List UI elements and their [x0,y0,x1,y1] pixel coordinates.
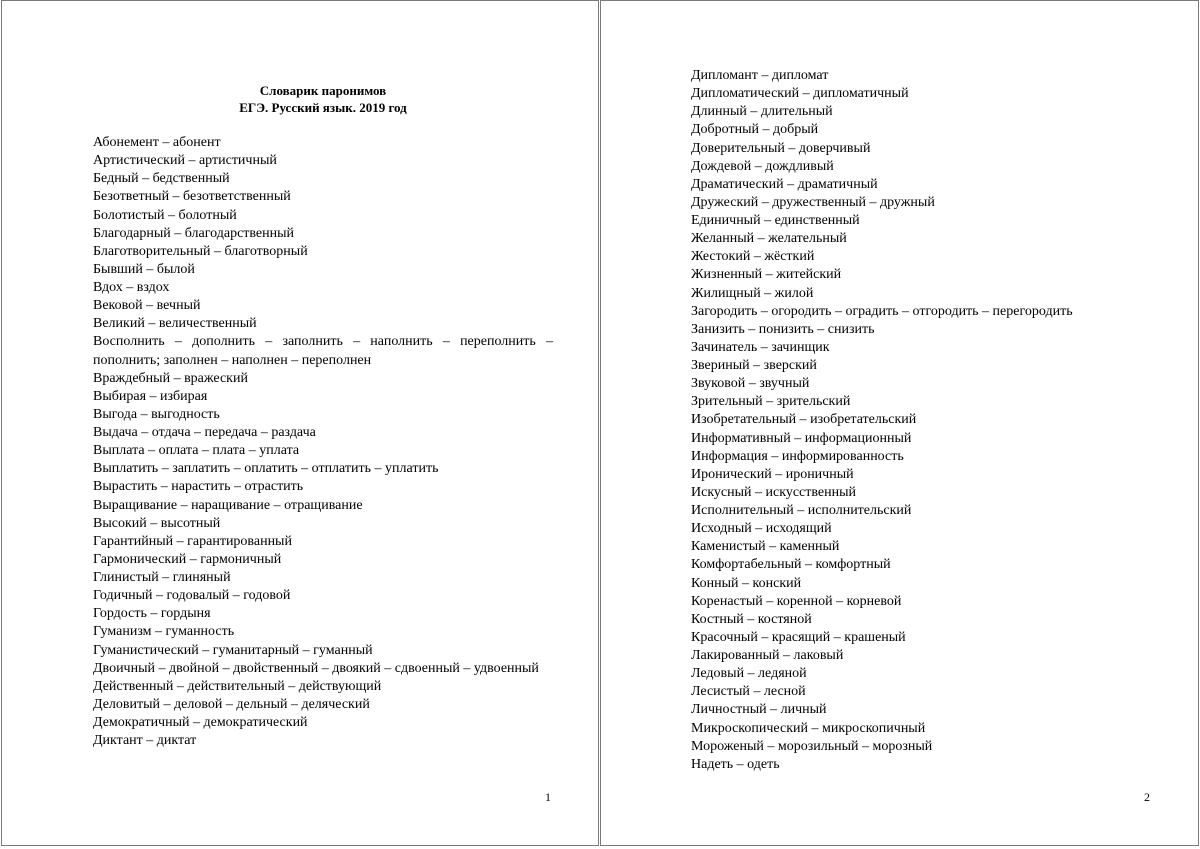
paronym-entry: Абонемент – абонент [93,135,221,150]
paronym-entry: Жилищный – жилой [691,285,814,301]
paronym-entry: Выплатить – заплатить – оплатить – отплатить – уплатить [93,461,439,477]
paronym-entry: Годичный – годовалый – годовой [93,588,291,604]
paronym-entry: Личностный – личный [691,702,827,718]
paronym-entry: Иронический – ироничный [691,466,854,482]
paronym-entry: Зачинатель – зачинщик [691,339,830,355]
page-number: 2 [1144,790,1150,804]
paronym-entry: Выплата – оплата – плата – уплата [93,443,300,459]
paronym-entry: Глинистый – глиняный [93,570,231,585]
paronym-entry: Дипломант – дипломат [691,68,829,83]
paronym-entry: Гордость – гордыня [93,606,211,622]
paronym-entry: Гуманизм – гуманность [93,624,235,640]
paronym-entry: Ледовый – ледяной [691,666,807,682]
paronym-entry: Выбирая – избирая [93,388,208,404]
paronym-entry: Выращивание – наращивание – отращивание [93,497,363,513]
paronym-entry: Длинный – длительный [691,104,833,120]
paronym-entry: Жестокий – жёсткий [691,249,815,265]
paronym-entry: Демократичный – демократический [93,715,308,730]
paronym-entry: Вековой – вечный [93,298,201,314]
paronym-entry: Благодарный – благодарственный [93,225,295,241]
document-title [93,82,553,116]
paronym-entry: Добротный – добрый [691,122,819,138]
page-1 [1,0,599,846]
paronym-entry: Безответный – безответственный [93,189,291,205]
paronym-entry: Конный – конский [691,575,802,591]
paronym-entry: Зрительный – зрительский [691,394,851,410]
paronym-entry: Коренастый – коренной – корневой [691,593,902,609]
paronym-entry: Комфортабельный – комфортный [691,557,891,573]
paronym-entry: Благотворительный – благотворный [93,243,308,259]
paronym-entry: Единичный – единственный [691,213,860,228]
paronym-entry: Исходный – исходящий [691,521,832,537]
paronym-entry: Жизненный – житейский [691,267,842,283]
paronym-entry: Двоичный – двойной – двойственный – двоякий – сдвоенный – удвоенный [93,660,539,676]
paronym-entry: Выдача – отдача – передача – раздача [93,425,316,440]
paronym-entry: Лакированный – лаковый [691,648,844,663]
paronym-list-page-1 [93,134,553,750]
page-2 [600,0,1199,846]
paronym-entry: Костный – костяной [691,611,812,627]
paronym-entry: Желанный – желательный [691,231,847,247]
paronym-entry: Загородить – огородить – оградить – отгородить – перегородить [691,303,1073,319]
paronym-entry: Звуковой – звучный [691,376,810,392]
paronym-entry: Выгода – выгодность [93,406,220,422]
paronym-entry: Деловитый – деловой – дельный – деляческий [93,696,370,712]
paronym-entry: Надеть – одеть [691,756,780,772]
paronym-entry: Мороженый – морозильный – морозный [691,738,933,754]
paronym-entry: Занизить – понизить – снизить [691,321,875,337]
paronym-entry: Гуманистический – гуманитарный – гуманный [93,642,373,658]
paronym-entry: Враждебный – вражеский [93,370,248,386]
paronym-entry: Драматический – драматичный [691,176,878,192]
title-line-2: ЕГЭ. Русский язык. 2019 год [239,100,407,115]
paronym-entry: Болотистый – болотный [93,207,237,223]
paronym-entry: Высокий – высотный [93,515,221,531]
paronym-entry: Лесистый – лесной [691,684,806,700]
paronym-entry: Гарантийный – гарантированный [93,533,292,549]
paronym-entry: Бедный – бедственный [93,171,230,187]
paronym-entry: Артистический – артистичный [93,153,277,169]
paronym-entry: Доверительный – доверчивый [691,140,871,156]
paronym-entry: Искусный – искусственный [691,484,857,500]
paronym-entry: Вырастить – нарастить – отрастить [93,479,304,495]
paronym-entry: Гармонический – гармоничный [93,551,282,567]
paronym-entry: Каменистый – каменный [691,539,840,555]
paronym-entry: Великий – величественный [93,316,257,332]
paronym-entry: Информативный – информационный [691,430,912,446]
paronym-entry: Изобретательный – изобретательский [691,412,917,428]
paronym-entry: Звериный – зверский [691,358,817,373]
paronym-entry: Дружеский – дружественный – дружный [691,194,935,210]
paronym-entry: Бывший – былой [93,261,195,277]
paronym-entry: Дождевой – дождливый [691,158,834,174]
paronym-entry: Вдох – вздох [93,280,170,295]
paronym-entry: Действенный – действительный – действующий [93,678,382,694]
title-line-1: Словарик паронимов [259,83,387,98]
paronym-entry: Красочный – красящий – крашеный [691,629,906,645]
paronym-entry: Восполнить – дополнить – заполнить – наполнить – переполнить – пополнить; заполнен – наполнен – переполнен [93,334,553,368]
page-number: 1 [545,790,551,804]
paronym-entry: Информация – информированность [691,448,904,464]
paronym-entry: Дипломатический – дипломатичный [691,86,909,102]
paronym-entry: Микроскопический – микроскопичный [691,720,926,736]
paronym-list-page-2 [691,67,1131,774]
paronym-entry: Исполнительный – исполнительский [691,503,912,518]
paronym-entry: Диктант – диктат [93,733,197,749]
